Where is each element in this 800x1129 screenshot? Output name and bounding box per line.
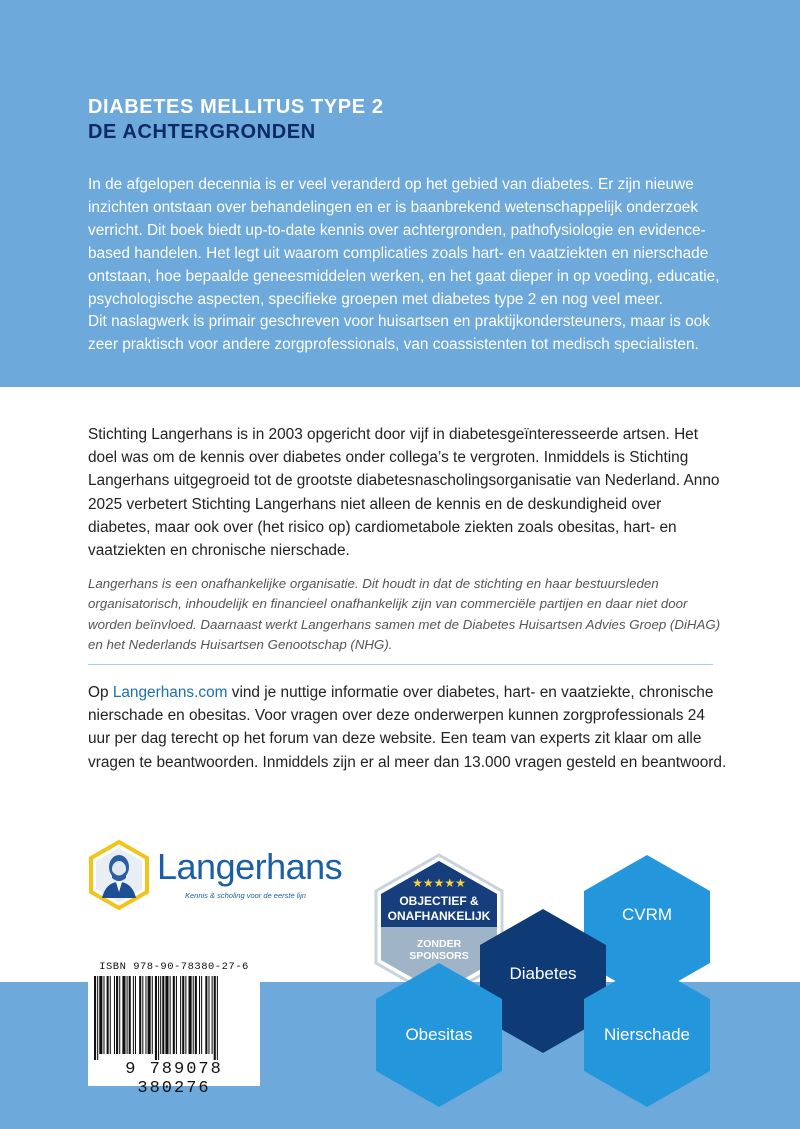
title-line-2: DE ACHTERGRONDEN — [88, 121, 316, 143]
hexagon-nierschade-label: Nierschade — [604, 1025, 690, 1044]
about-paragraph: Stichting Langerhans is in 2003 opgericht door vijf in diabetesgeïnteresseerde artsen. Het doel was om de kennis over diabetes onder collega’s te vergroten. Inmiddels is Stichting Langerhans uitgegroeid tot de grootste diabetesnascholingsorganisatie van Nederland. Anno 2025 verbetert Stichting Langerhans niet alleen de kennis en de deskundigheid over diabetes, maar ook over (het risico op) cardiometabole ziekten zoals obesitas, hart- en vaatziekten en chronische nierschade. — [88, 426, 720, 560]
disclaimer-paragraph: Langerhans is een onafhankelijke organisatie. Dit houdt in dat de stichting en haar bestuursleden organisatorisch, inhoudelijk en financieel onafhankelijk zijn van commerciële partijen en daar niet door worden beïnvloed. Daarnaast werkt Langerhans samen met de Diabetes Huisartsen Advies Groep (DiHAG) en het Nederlands Huisartsen Genootschap (NHG). — [88, 576, 721, 652]
langerhans-link[interactable]: Langerhans.com — [112, 684, 228, 701]
badge-stars: ★★★★★ — [412, 876, 466, 890]
isbn-label: ISBN 978-90-78380-27-6 — [99, 961, 249, 973]
hexagon-diabetes-label: Diabetes — [509, 964, 577, 983]
logo-tagline: Kennis & scholing voor de eerste lijn — [185, 891, 306, 900]
website-text: vind je nuttige informatie over diabetes, hart- en vaatziekte, chronische nierschade en obesitas. Voor vragen over deze onderwerpen kunnen zorgprofessionals 24 uur per dag terecht op het forum van deze website. Een team van experts zit klaar om alle vragen te beantwoorden. Inmiddels zijn er al meer dan 13.000 vragen gesteld en beantwoord. — [88, 684, 727, 771]
badge-line-2: ONAFHANKELIJK — [387, 909, 491, 923]
hexagon-cvrm-label: CVRM — [621, 905, 673, 924]
logo-name: Langerhans — [157, 846, 343, 887]
intro-paragraph-1: In de afgelopen decennia is er veel veranderd op het gebied van diabetes. Er zijn nieuwe inzichten ontstaan over behandelingen en er is baanbrekend wetenschappelijk onderzoek verricht. Dit boek biedt up-to-date kennis over achtergronden, pathofysiologie en evidence-based handelen. Het legt uit waarom complicaties zoals hart- en vaatziekten en nierschade ontstaan, hoe bepaalde geneesmiddelen werken, en het gaat dieper in op voeding, educatie, psychologische aspecten, specifieke groepen met diabetes type 2 en nog veel meer. — [88, 176, 720, 308]
hexagon-obesitas-label: Obesitas — [405, 1025, 473, 1044]
barcode-digits: 9 789078 380276 — [125, 1060, 223, 1098]
badge-line-1: OBJECTIEF & — [399, 894, 479, 908]
badge-line-3: ZONDER — [416, 938, 462, 950]
title-line-1: DIABETES MELLITUS TYPE 2 — [88, 96, 384, 118]
website-prefix: Op — [88, 684, 113, 701]
intro-paragraph-2: Dit naslagwerk is primair geschreven voor huisartsen en praktijkondersteuners, maar is ook zeer praktisch voor andere zorgprofessionals, van coassistenten tot medisch specialisten. — [88, 313, 710, 354]
badge-line-4: SPONSORS — [409, 950, 469, 962]
